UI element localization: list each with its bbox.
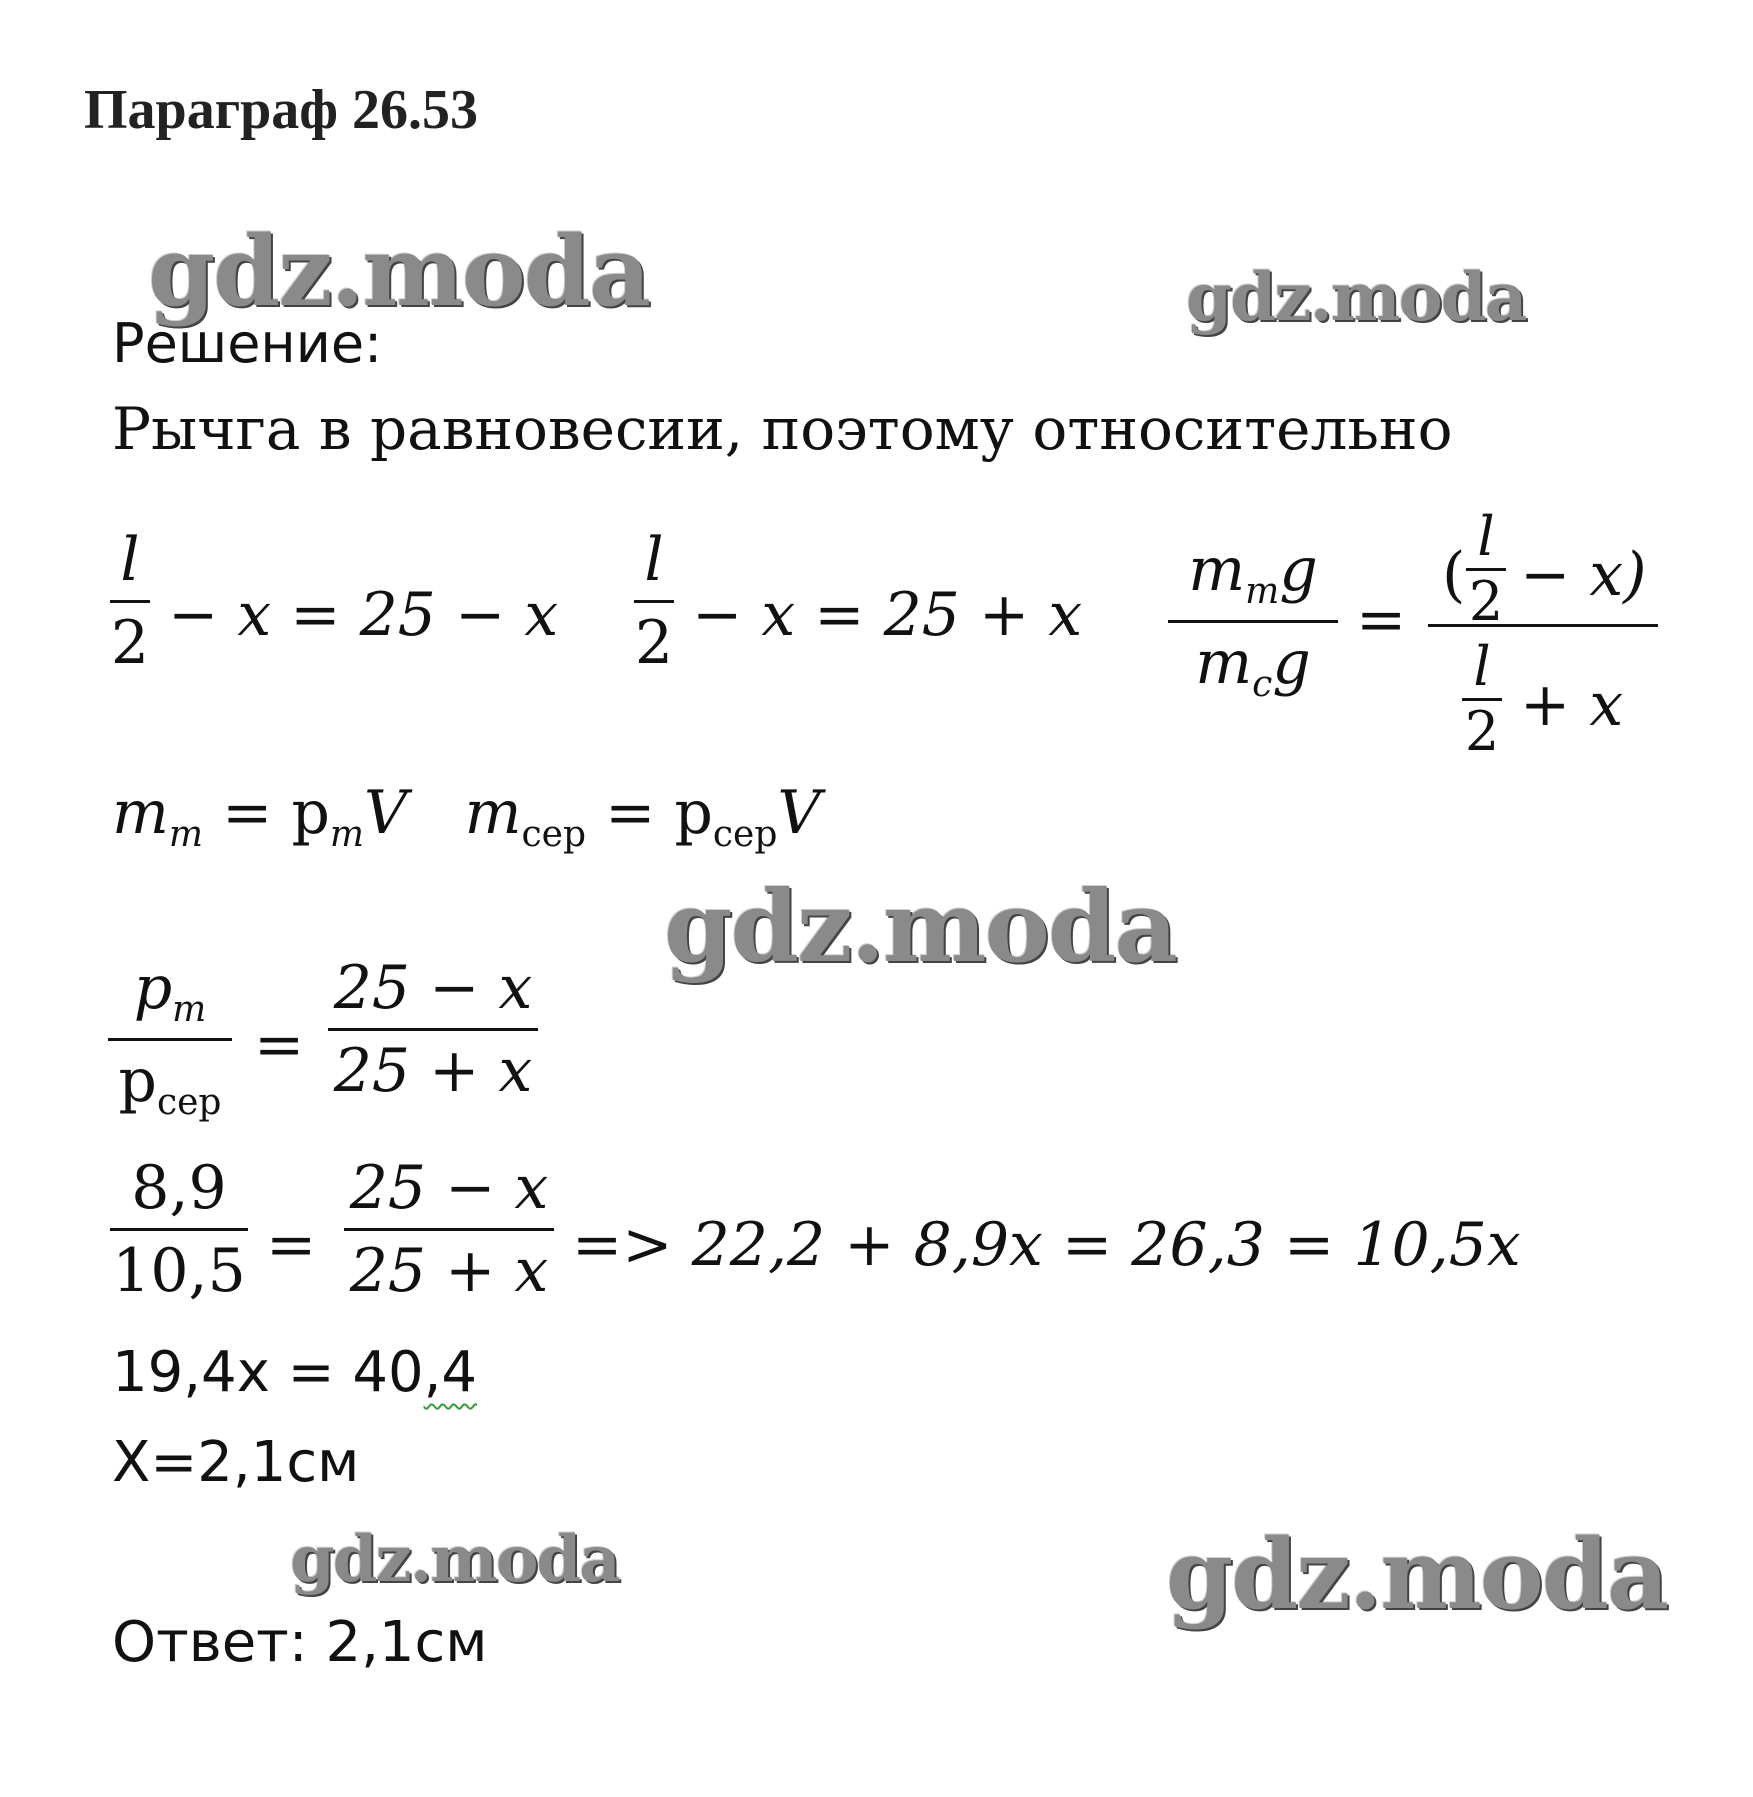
watermark-logo: gdz.moda — [148, 215, 650, 328]
result-line-1: 19,4x = 40,4 — [112, 1340, 478, 1405]
eq5-equals: = — [254, 1010, 305, 1080]
solution-heading: Решение: — [112, 312, 383, 375]
intro-text: Рычга в равновесии, поэтому относительно — [112, 395, 1453, 463]
eq6-rhs-fraction: 25 − x 25 + x — [344, 1158, 554, 1301]
eq3-rhs-fraction: ( l 2 − x) l 2 + x — [1428, 510, 1658, 770]
watermark-logo: gdz.moda — [1166, 1518, 1668, 1631]
page-title: Параграф 26.53 — [84, 79, 479, 141]
watermark-logo: gdz.moda — [290, 1522, 619, 1597]
eq2-fraction: l 2 — [634, 525, 674, 678]
eq2-rest: − x = 25 + x — [692, 580, 1083, 650]
result-line-2: X=2,1см — [112, 1430, 360, 1495]
eq4-mass-formulas: $m_m = p_mV$ $m_{сер} = р_{сер}V$ — [112, 778, 821, 855]
watermark-logo: gdz.moda — [664, 870, 1176, 985]
eq1-rest: − x = 25 − x — [168, 580, 559, 650]
watermark-logo: gdz.moda — [1186, 258, 1526, 336]
eq3-equals: = — [1356, 585, 1407, 655]
eq5-lhs-fraction: $p_m$ $р_{сер}$ — [108, 958, 232, 1121]
eq1-fraction: l 2 — [110, 525, 150, 678]
eq3-lhs-fraction: $m_mg$ $m_cg$ — [1168, 540, 1338, 703]
answer-line: Ответ: 2,1см — [112, 1610, 488, 1675]
eq6-tail: => 22,2 + 8,9x = 26,3 = 10,5x — [572, 1210, 1521, 1280]
eq5-rhs-fraction: 25 − x 25 + x — [328, 958, 538, 1101]
eq6-lhs-fraction: 8,9 10,5 — [110, 1158, 248, 1301]
eq6-equals: = — [266, 1210, 317, 1280]
